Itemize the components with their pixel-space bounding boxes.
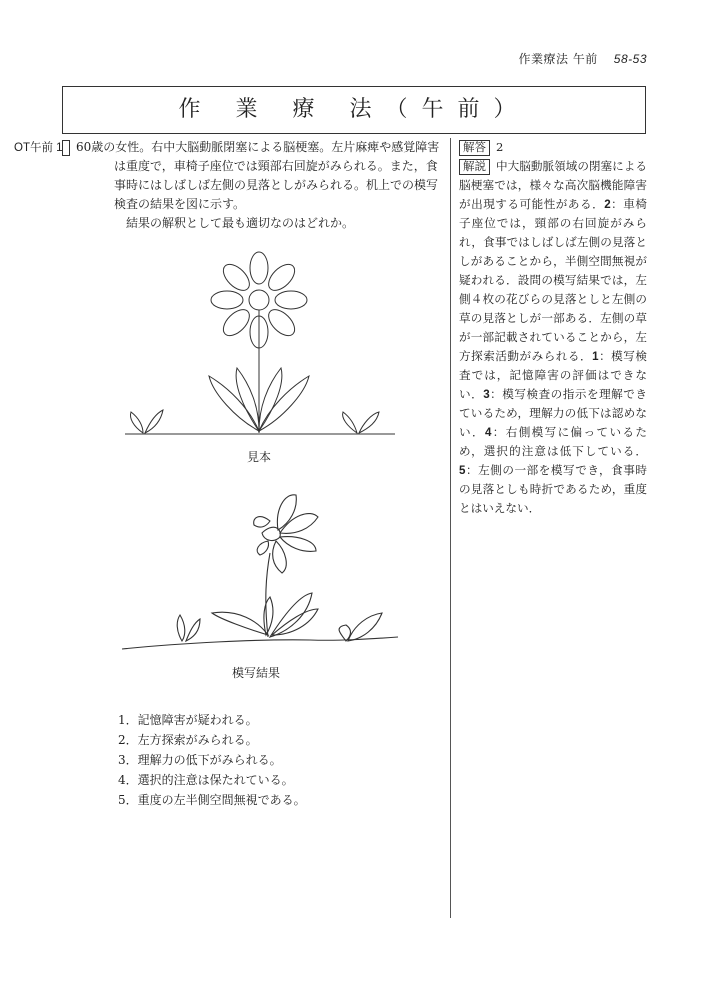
copy-right-grass	[339, 613, 382, 641]
explanation-point-4: ：右側模写に偏っているため，選択的注意は低下している．	[459, 425, 647, 458]
copy-left-grass	[177, 615, 200, 641]
sample-left-grass	[131, 410, 164, 433]
explanation-point-5: ：左側の一部を模写でき，食事時の見落としも時折であるため，重度とはいえない．	[459, 463, 647, 515]
choice-2: 2．左方探索がみられる。	[118, 733, 258, 747]
sample-figure	[125, 248, 395, 443]
sample-caption: 見本	[247, 450, 272, 464]
explanation-num-4: 4	[484, 426, 492, 439]
explanation-point-3: ：模写検査の指示を理解できているため，理解力の低下は認めない．	[459, 387, 647, 439]
question-label: OT午前 1	[62, 140, 70, 156]
choice-5: 5．重度の左半側空間無視である。	[118, 793, 306, 807]
explanation-num-5: 5	[459, 464, 466, 477]
question-prompt: 結果の解釈として最も適切なのはどれか。	[126, 216, 355, 230]
question-block	[14, 138, 446, 233]
answer-block	[459, 138, 647, 518]
copy-result-figure	[120, 485, 400, 655]
explanation-num-2: 2	[604, 198, 611, 211]
question-text: 60歳の女性。右中大脳動脈閉塞による脳梗塞。左片麻痺や感覚障害は重度で，車椅子座位では頸部右回旋がみられる。また，食事時にはしばしば左側の見落としがみられる。机上での模写検査の結果を図に示す。	[76, 140, 440, 211]
explanation-intro: 中大脳動脈領域の閉塞による脳梗塞では，様々な高次脳機能障害が出現する可能性がある．	[459, 159, 647, 211]
explanation-point-1: ：模写検査では，記憶障害の評価はできない．	[459, 349, 647, 401]
page-title: 作 業 療 法（午前）	[62, 86, 646, 134]
choice-3: 3．理解力の低下がみられる。	[118, 753, 282, 767]
running-header	[518, 50, 647, 67]
copy-caption: 模写結果	[232, 666, 281, 680]
choice-list	[118, 710, 306, 810]
section-name: 作業療法 午前	[518, 52, 598, 66]
explanation-num-3: 3	[483, 388, 490, 401]
explanation-point-2: ：車椅子座位では，頸部の右回旋がみられ，食事ではしばしば左側の見落としがあることから，半側空間無視が疑われる．設問の模写結果では，左側４枚の花びらの見落としと左側の草の見落としが一部ある．左側の草が一部記載されていることから，左方探索活動がみられる．	[459, 197, 647, 363]
explanation	[459, 157, 647, 518]
page-numbers: 58-53	[613, 52, 647, 66]
explanation-num-1: 1	[592, 350, 599, 363]
copy-stem	[266, 553, 270, 637]
copy-flower-petals	[254, 495, 318, 573]
choice-1: 1．記憶障害が疑われる。	[118, 713, 258, 727]
answer-value: 2	[496, 140, 504, 154]
copy-leaves	[212, 593, 318, 637]
sample-right-grass	[343, 412, 379, 433]
choice-4: 4．選択的注意は保たれている。	[118, 773, 294, 787]
answer-line	[459, 138, 647, 157]
question-body	[14, 138, 446, 214]
explanation-label: 解説	[459, 159, 490, 175]
column-divider	[450, 138, 451, 918]
answer-label: 解答	[459, 140, 490, 156]
